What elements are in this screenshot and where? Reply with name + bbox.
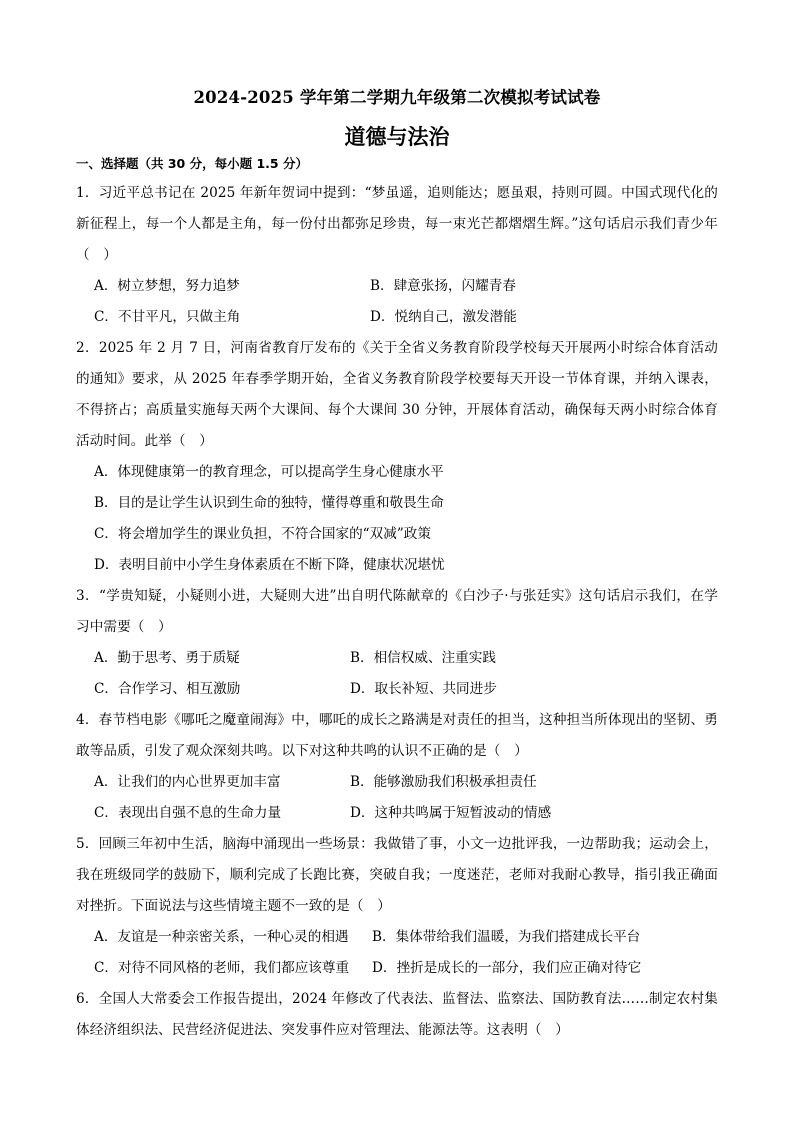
option-a: A．树立梦想，努力追梦 [94,278,240,294]
options-row [94,271,718,302]
option-d: D．这种共鸣属于短暂波动的情感 [350,805,552,821]
option-a: A．勤于思考、勇于质疑 [94,650,240,666]
options-row [94,953,718,984]
option-c: C．对待不同风格的老师，我们都应该尊重 [94,960,350,976]
option-c: C．表现出自强不息的生命力量 [94,805,282,821]
subject-title: 道德与法治 [344,125,450,149]
options-row [94,643,718,674]
option-d: D．取长补短、共同进步 [350,681,497,697]
question-3-stem: 3．“学贵知疑，小疑则小进，大疑则大进”出自明代陈献章的《白沙子·与张廷实》这句话启示我们，在学习中需要（ ） [76,588,718,635]
option-d: D．悦纳自己，激发潜能 [370,309,517,325]
question-5-stem: 5．回顾三年初中生活，脑海中涌现出一些场景：我做错了事，小文一边批评我，一边帮助我；运动会上，我在班级同学的鼓励下，顺利完成了长跑比赛，突破自我；一度迷茫，老师对我耐心教导，指引我正确面对挫折。下面说法与这些情境主题不一致的是（ ） [76,836,718,914]
options-row [94,767,718,798]
option-d: D．挫折是成长的一部分，我们应正确对待它 [372,960,642,976]
question-2-stem: 2．2025 年 2 月 7 日，河南省教育厅发布的《关于全省义务教育阶段学校每天开展两小时综合体育活动的通知》要求，从 2025 年春季学期开始，全省义务教育阶段学校要每天开设一节体育课，并纳入课表，不得挤占；高质量实施每天两个大课间、每个大课间 30 分钟，开展体育活动，确保每天两小时综合体育活动时间。此举（ ） [76,340,718,449]
option-c: C．将会增加学生的课业负担，不符合国家的“双减”政策 [94,526,431,542]
options-row [94,798,718,829]
option-c: C．不甘平凡，只做主角 [94,309,241,325]
option-a: A．友谊是一种亲密关系，一种心灵的相遇 [94,929,349,945]
option-a: A．让我们的内心世界更加丰富 [94,774,281,790]
question-4-stem: 4．春节档电影《哪吒之魔童闹海》中，哪吒的成长之路满是对责任的担当，这种担当所体现出的坚韧、勇敢等品质，引发了观众深刻共鸣。以下对这种共鸣的认识不正确的是（ ） [76,712,718,759]
option-b: B．集体带给我们温暖，为我们搭建成长平台 [372,929,641,945]
question-6-stem: 6．全国人大常委会工作报告提出，2024 年修改了代表法、监督法、监察法、国防教育法……制定农村集体经济组织法、民营经济促进法、突发事件应对管理法、能源法等。这表明（ ） [76,991,718,1038]
option-b: B．能够激励我们积极承担责任 [350,774,537,790]
question-3-options [76,643,718,705]
option-c: C．合作学习、相互激励 [94,681,241,697]
question-5-options [76,922,718,984]
options-row [94,922,718,953]
option-b: B．相信权威、注重实践 [350,650,496,666]
question-1-stem: 1．习近平总书记在 2025 年新年贺词中提到：“梦虽遥，追则能达；愿虽艰，持则可圆。中国式现代化的新征程上，每一个人都是主角，每一份付出都弥足珍贵，每一束光芒都熠熠生辉。”这句话启示我们青少年（ ） [76,185,718,263]
section-heading: 一、选择题（共 30 分，每小题 1.5 分） [76,156,308,171]
option-a: A．体现健康第一的教育理念，可以提高学生身心健康水平 [94,464,444,480]
question-4-options [76,767,718,829]
question-1-options [76,271,718,333]
option-d: D．表明目前中小学生身体素质在不断下降，健康状况堪忧 [94,557,445,573]
options-row [94,302,718,333]
options-row [94,674,718,705]
question-2-options [76,457,718,581]
option-b: B．目的是让学生认识到生命的独特，懂得尊重和敬畏生命 [94,495,444,511]
option-b: B．肆意张扬，闪耀青春 [370,278,516,294]
exam-title: 2024-2025 学年第二学期九年级第二次模拟考试试卷 [193,88,601,107]
